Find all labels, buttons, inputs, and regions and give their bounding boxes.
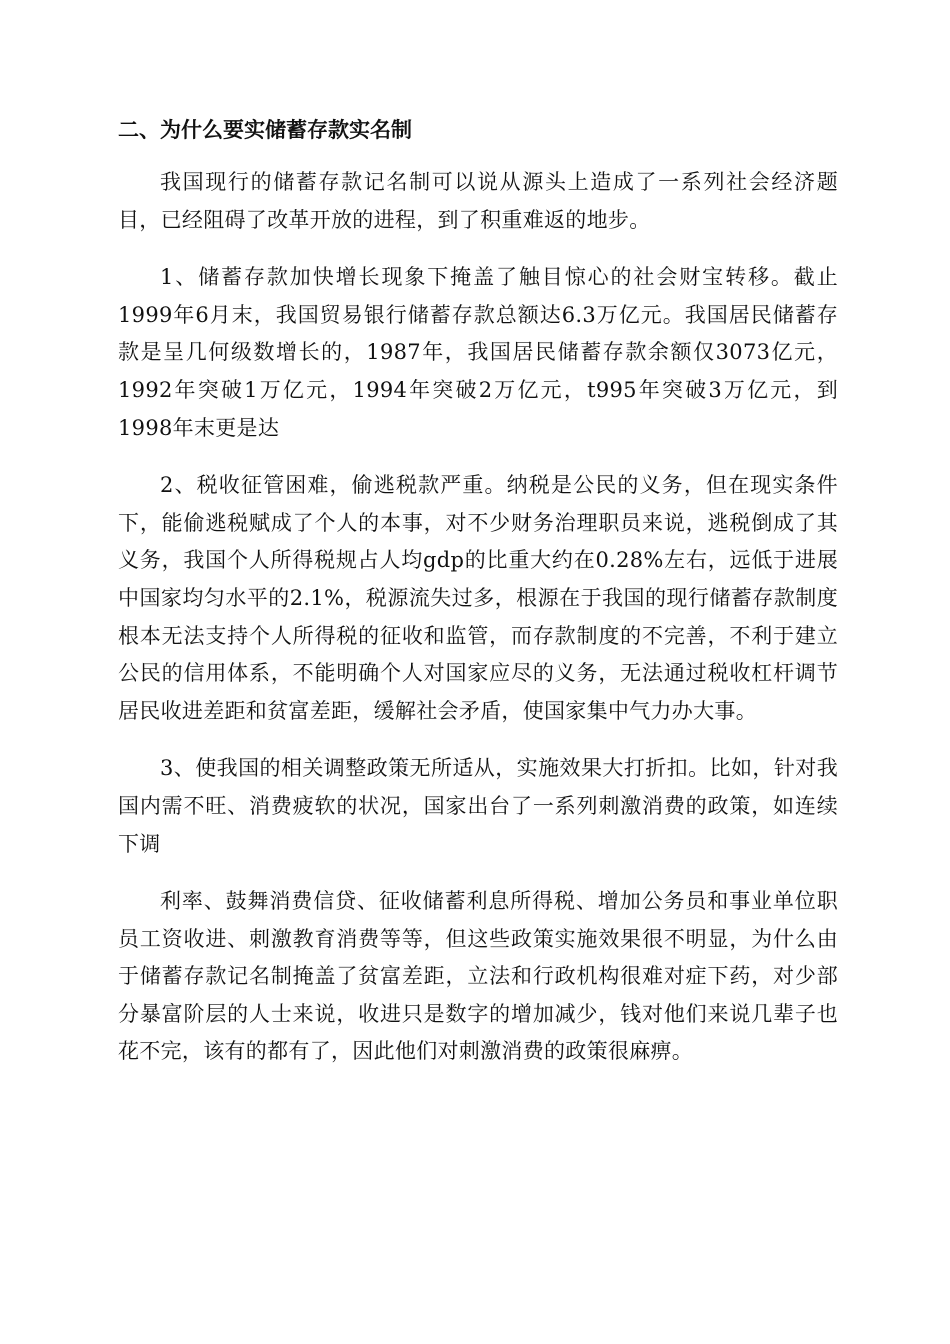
paragraph-continuation: 利率、鼓舞消费信贷、征收储蓄利息所得税、增加公务员和事业单位职员工资收进、刺激教育消费等等，但这些政策实施效果很不明显，为什么由于储蓄存款记名制掩盖了贫富差距，立法和行政机构很难对症下药，对少部分暴富阶层的人士来说，收进只是数字的增加减少，钱对他们来说几辈子也花不完，该有的都有了，因此他们对刺激消费的政策很麻痹。 [118, 889, 838, 1064]
paragraph-point-3: 3、使我国的相关调整政策无所适从，实施效果大打折扣。比如，针对我国内需不旺、消费疲软的状况，国家出台了一系列刺激消费的政策，如连续下调 [118, 756, 838, 856]
document-page [118, 112, 838, 1091]
paragraph-point-1: 1、储蓄存款加快增长现象下掩盖了触目惊心的社会财宝转移。截止1999年6月末，我国贸易银行储蓄存款总额达6.3万亿元。我国居民储蓄存款是呈几何级数增长的，1987年，我国居民储蓄存款余额仅3073亿元，1992年突破1万亿元，1994年突破2万亿元，t995年突破3万亿元，到1998年末更是达 [118, 265, 838, 440]
section-heading: 二、为什么要实储蓄存款实名制 [118, 118, 412, 142]
paragraph-point-2: 2、税收征管困难，偷逃税款严重。纳税是公民的义务，但在现实条件下，能偷逃税赋成了个人的本事，对不少财务治理职员来说，逃税倒成了其义务，我国个人所得税规占人均gdp的比重大约在0.28%左右，远低于进展中国家均匀水平的2.1%，税源流失过多，根源在于我国的现行储蓄存款制度根本无法支持个人所得税的征收和监管，而存款制度的不完善，不利于建立公民的信用体系，不能明确个人对国家应尽的义务，无法通过税收杠杆调节居民收进差距和贫富差距，缓解社会矛盾，使国家集中气力办大事。 [118, 473, 838, 723]
paragraph-intro: 我国现行的储蓄存款记名制可以说从源头上造成了一系列社会经济题目，已经阻碍了改革开放的进程，到了积重难返的地步。 [118, 170, 838, 232]
